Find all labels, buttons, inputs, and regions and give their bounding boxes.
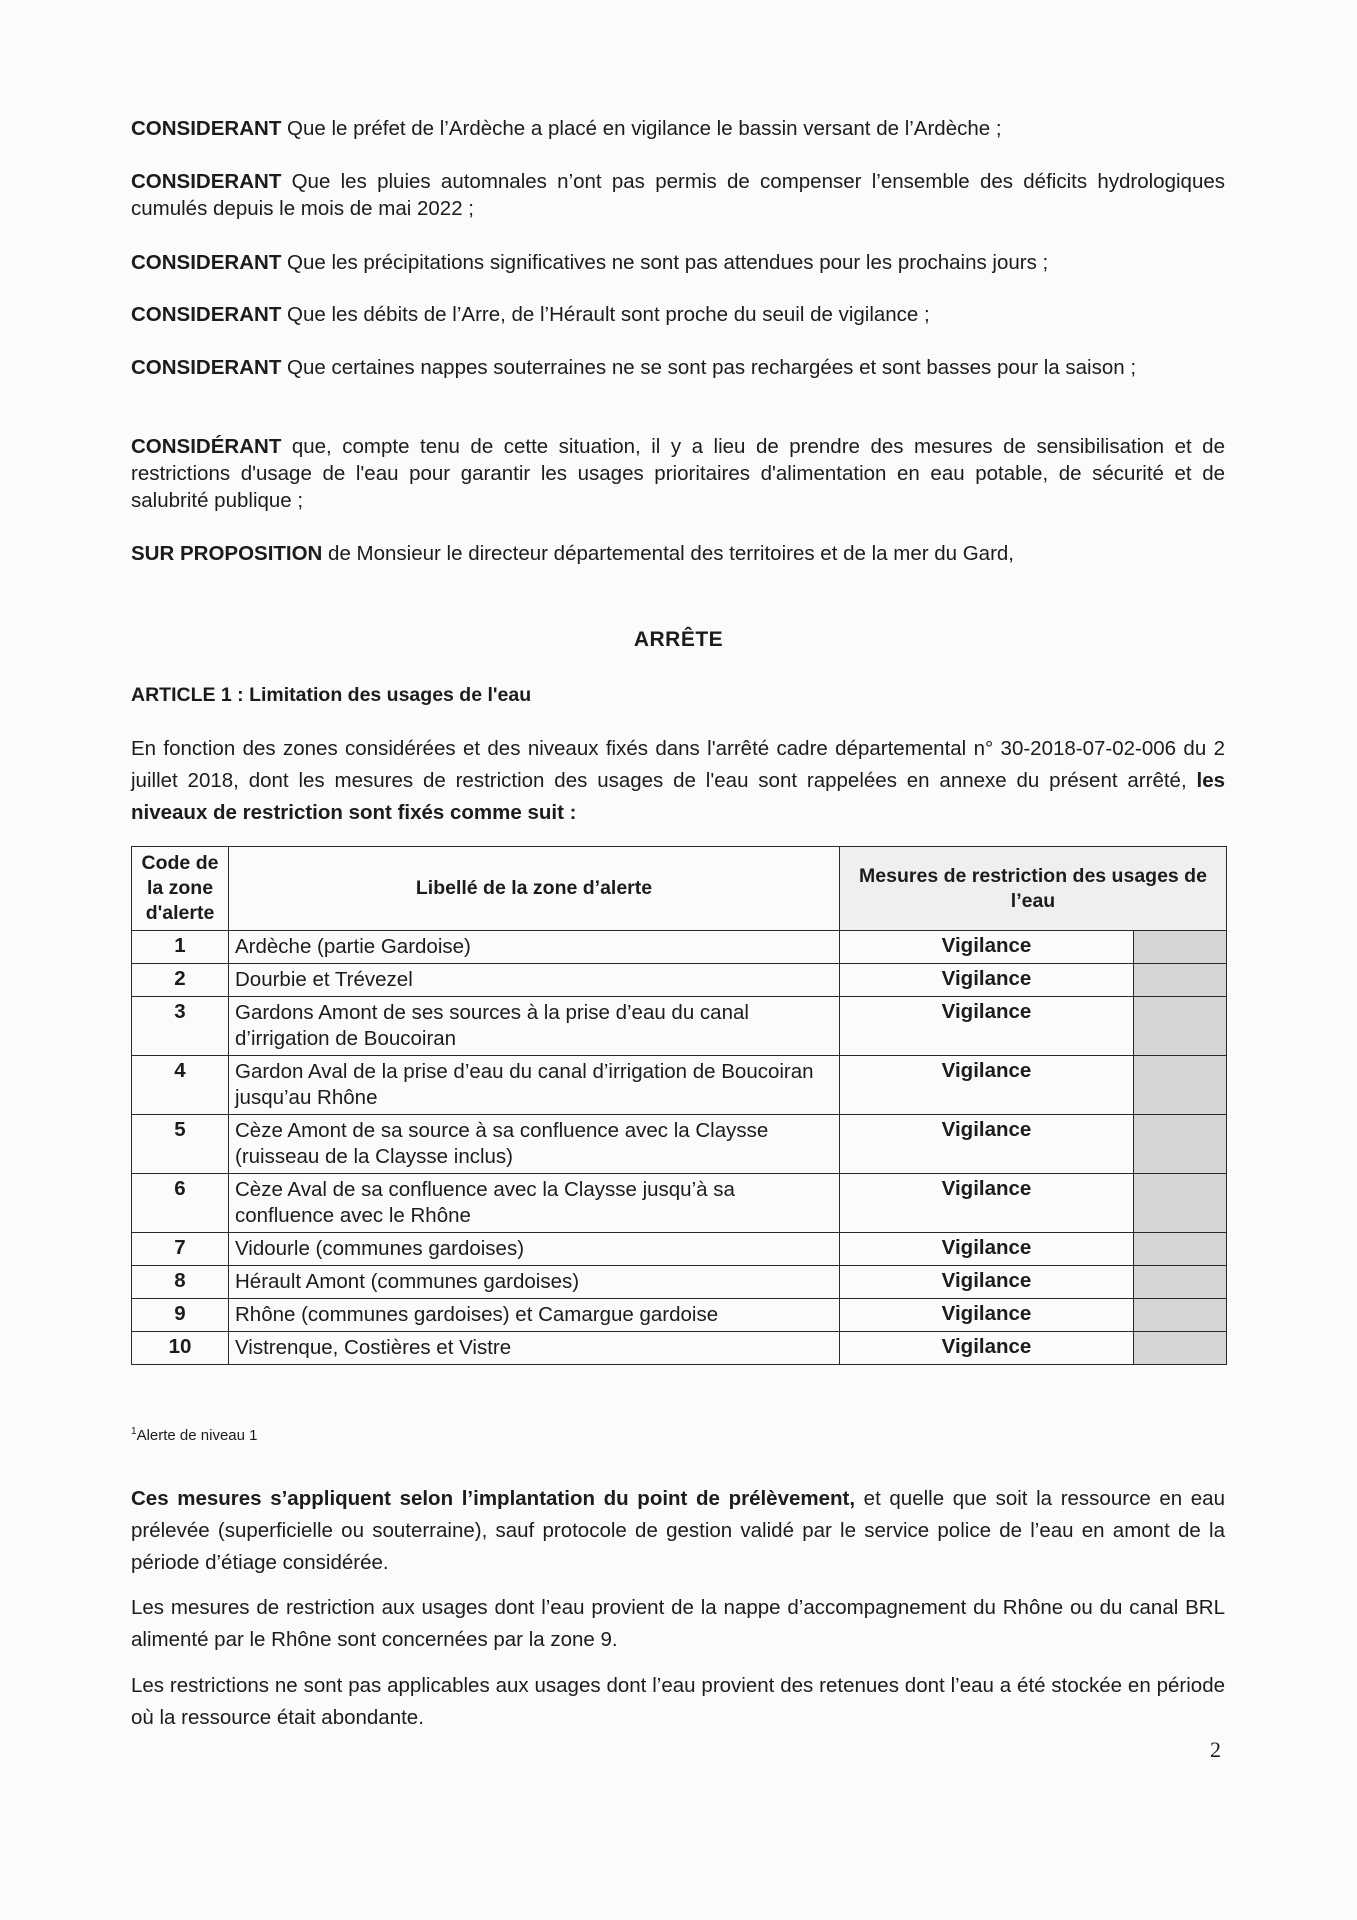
shaded-cell [1134,931,1227,964]
zone-mesure: Vigilance [840,997,1134,1056]
shaded-cell [1134,1174,1227,1233]
paragraph-rhone: Les mesures de restriction aux usages dont l’eau provient de la nappe d’accompagnement du Rhône ou du canal BRL alimenté par le Rhône sont concernées par la zone 9. [131,1596,1225,1651]
zone-mesure: Vigilance [840,1115,1134,1174]
paragraph-retenues: Les restrictions ne sont pas applicables aux usages dont l’eau provient des retenues dont l’eau a été stockée en période où la ressource était abondante. [131,1674,1225,1729]
zone-mesure: Vigilance [840,1332,1134,1365]
zone-code: 2 [132,964,229,997]
zone-libelle: Dourbie et Trévezel [229,964,840,997]
zone-libelle: Gardons Amont de ses sources à la prise d’eau du canal d’irrigation de Boucoiran [229,997,840,1056]
zone-mesure: Vigilance [840,1266,1134,1299]
considerant-5: CONSIDERANT Que certaines nappes souterraines ne se sont pas rechargées et sont basses pour la saison ; [131,356,1137,379]
table-row [132,1174,1227,1233]
zone-libelle: Ardèche (partie Gardoise) [229,931,840,964]
considerant-3: CONSIDERANT Que les précipitations significatives ne sont pas attendues pour les prochains jours ; [131,251,1049,274]
shaded-cell [1134,964,1227,997]
zone-code: 3 [132,997,229,1056]
shaded-cell [1134,1332,1227,1365]
shaded-cell [1134,1115,1227,1174]
table-row [132,997,1227,1056]
table-row [132,1233,1227,1266]
zone-code: 1 [132,931,229,964]
zone-code: 4 [132,1056,229,1115]
zone-mesure: Vigilance [840,1056,1134,1115]
zone-mesure: Vigilance [840,964,1134,997]
shaded-cell [1134,997,1227,1056]
header-code: Code de la zone d'alerte [132,847,229,931]
paragraph-mesures: Ces mesures s’appliquent selon l’implantation du point de prélèvement, et quelle que soit la ressource en eau prélevée (superficielle ou souterraine), sauf protocole de gestion validé par le service police de l’eau en amont de la période d’étiage considérée. [131,1487,1225,1574]
table-header-row [132,847,1227,931]
shaded-cell [1134,1233,1227,1266]
table-footnote: $^1$Alerte de niveau 1 [131,1426,258,1444]
header-mesures: Mesures de restriction des usages de l’eau [840,847,1227,931]
page-number: 2 [1210,1737,1221,1762]
zone-libelle: Hérault Amont (communes gardoises) [229,1266,840,1299]
considerant-4: CONSIDERANT Que les débits de l’Arre, de l’Hérault sont proche du seuil de vigilance ; [131,303,930,326]
zone-libelle: Vistrenque, Costières et Vistre [229,1332,840,1365]
header-libelle: Libellé de la zone d’alerte [229,847,840,931]
restriction-table [131,846,1227,1365]
shaded-cell [1134,1056,1227,1115]
table-row [132,964,1227,997]
zone-mesure: Vigilance [840,1233,1134,1266]
zone-code: 8 [132,1266,229,1299]
zone-code: 7 [132,1233,229,1266]
shaded-cell [1134,1266,1227,1299]
table-row [132,1299,1227,1332]
sur-proposition: SUR PROPOSITION de Monsieur le directeur départemental des territoires et de la mer du Gard, [131,542,1015,565]
zone-mesure: Vigilance [840,1299,1134,1332]
article-1-title: ARTICLE 1 : Limitation des usages de l'eau [131,684,532,706]
considerant-1: CONSIDERANT Que le préfet de l’Ardèche a placé en vigilance le bassin versant de l’Ardèche ; [131,117,1002,140]
considerant-2: CONSIDERANT Que les pluies automnales n’ont pas permis de compenser l’ensemble des déficits hydrologiques cumulés depuis le mois de mai 2022 ; [131,170,1225,220]
zone-code: 10 [132,1332,229,1365]
zone-libelle: Gardon Aval de la prise d’eau du canal d’irrigation de Boucoiran jusqu’au Rhône [229,1056,840,1115]
zone-mesure: Vigilance [840,1174,1134,1233]
zone-libelle: Cèze Aval de sa confluence avec la Claysse jusqu’à sa confluence avec le Rhône [229,1174,840,1233]
arrete-title: ARRÊTE [633,628,724,651]
table-row [132,1332,1227,1365]
article-1-intro: En fonction des zones considérées et des niveaux fixés dans l'arrêté cadre départemental n° 30-2018-07-02-006 du 2 juillet 2018, dont les mesures de restriction des usages de l'eau sont rappelées en annexe du présent arrêté, les niveaux de restriction sont fixés comme suit : [131,737,1225,824]
zone-code: 5 [132,1115,229,1174]
table-row [132,1056,1227,1115]
considerant-6: CONSIDÉRANT que, compte tenu de cette situation, il y a lieu de prendre des mesures de sensibilisation et de restrictions d'usage de l'eau pour garantir les usages prioritaires d'alimentation en eau potable, de sécurité et de salubrité publique ; [131,435,1225,512]
zone-libelle: Cèze Amont de sa source à sa confluence avec la Claysse (ruisseau de la Claysse inclus) [229,1115,840,1174]
zone-code: 6 [132,1174,229,1233]
table-row [132,1266,1227,1299]
table-row [132,1115,1227,1174]
zone-code: 9 [132,1299,229,1332]
zone-libelle: Vidourle (communes gardoises) [229,1233,840,1266]
shaded-cell [1134,1299,1227,1332]
zone-mesure: Vigilance [840,931,1134,964]
table-row [132,931,1227,964]
zone-libelle: Rhône (communes gardoises) et Camargue gardoise [229,1299,840,1332]
